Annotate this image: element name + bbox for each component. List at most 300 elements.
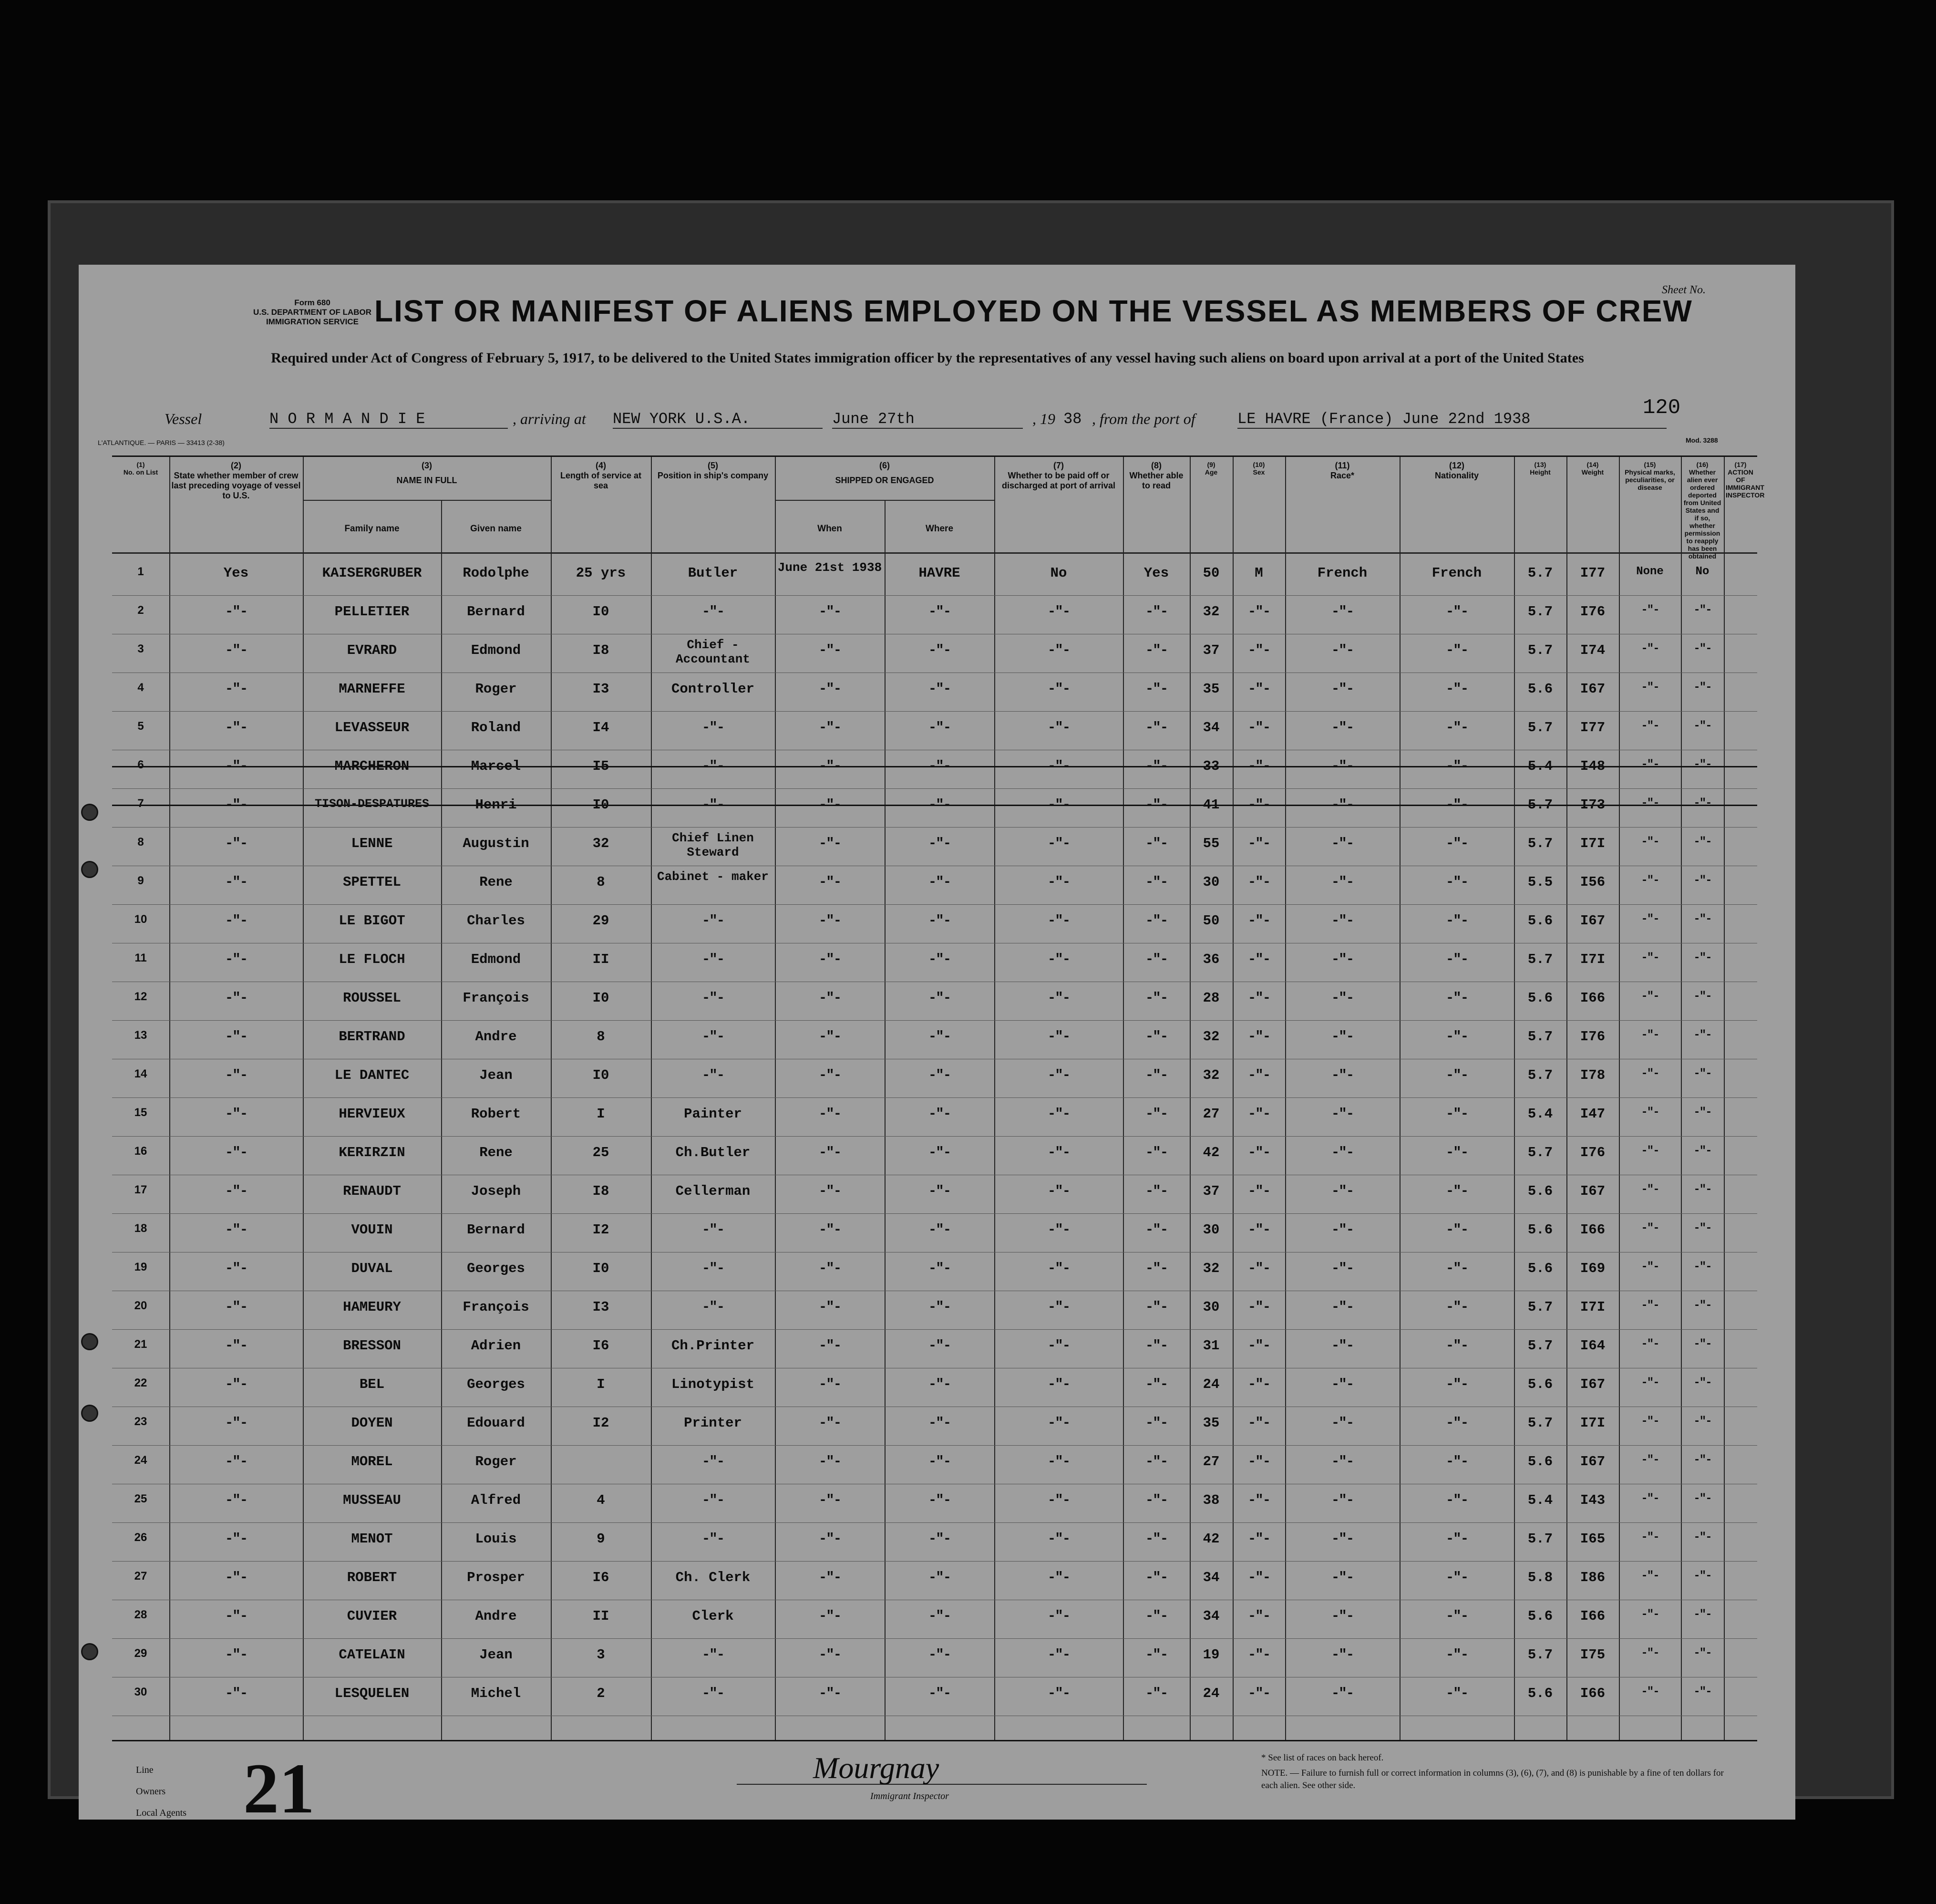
cell-position: -"-	[701, 1492, 724, 1508]
column-label: Whether able to read	[1129, 471, 1184, 490]
cell-where: -"-	[928, 1531, 951, 1547]
cell-weight: I66	[1580, 990, 1606, 1006]
cell-deported: -"-	[1693, 1376, 1711, 1389]
cell-where: -"-	[928, 1067, 951, 1083]
cell-weight: I43	[1580, 1492, 1606, 1508]
cell-when: -"-	[818, 1608, 841, 1624]
arriving-label: , arriving at	[513, 410, 586, 427]
cell-no: 24	[134, 1454, 147, 1467]
cell-height: 5.7	[1527, 1029, 1553, 1045]
cell-nationality: -"-	[1445, 1145, 1468, 1160]
cell-height: 5.4	[1527, 758, 1553, 774]
cell-nationality: -"-	[1445, 1029, 1468, 1045]
cell-race: -"-	[1331, 1183, 1354, 1199]
table-row	[112, 869, 1757, 907]
cell-prev: -"-	[225, 836, 247, 851]
cell-position: Cabinet - maker	[657, 869, 769, 884]
cell-deported: -"-	[1693, 836, 1711, 849]
subcolumn-header: Family name	[344, 524, 400, 534]
column-number: (9)	[1207, 461, 1215, 468]
cell-weight: I7I	[1580, 836, 1606, 851]
cell-race: -"-	[1331, 1492, 1354, 1508]
cell-paid: No	[1050, 565, 1067, 581]
cell-no: 16	[134, 1145, 147, 1158]
table-row	[112, 791, 1757, 830]
column-label: Nationality	[1434, 471, 1479, 480]
manifest-sheet	[79, 265, 1795, 1828]
cell-sex: -"-	[1247, 1608, 1270, 1624]
column-number: (14)	[1586, 461, 1599, 468]
cell-height: 5.6	[1527, 1686, 1553, 1701]
cell-where: -"-	[928, 913, 951, 929]
cell-given: Roger	[475, 1454, 517, 1469]
table-row	[112, 637, 1757, 675]
cell-deported: -"-	[1693, 1222, 1711, 1235]
cell-age: 38	[1203, 1492, 1220, 1508]
cell-paid: -"-	[1047, 1376, 1070, 1392]
cell-age: 32	[1203, 1261, 1220, 1276]
cell-no: 25	[134, 1492, 147, 1505]
cell-age: 28	[1203, 990, 1220, 1006]
cell-age: 27	[1203, 1106, 1220, 1122]
cell-sex: -"-	[1247, 797, 1270, 813]
cell-deported: -"-	[1693, 874, 1711, 887]
cell-deported: -"-	[1693, 681, 1711, 694]
cell-prev: -"-	[225, 1686, 247, 1701]
table-row	[112, 984, 1757, 1023]
cell-nationality: -"-	[1445, 797, 1468, 813]
cell-prev: -"-	[225, 1145, 247, 1160]
cell-service: I0	[592, 604, 609, 620]
cell-no: 10	[134, 913, 147, 926]
cell-race: -"-	[1331, 604, 1354, 620]
cell-nationality: -"-	[1445, 642, 1468, 658]
cell-given: Robert	[471, 1106, 521, 1122]
cell-service: I0	[592, 1261, 609, 1276]
cell-age: 24	[1203, 1686, 1220, 1701]
cell-sex: -"-	[1247, 836, 1270, 851]
table-row	[112, 1178, 1757, 1216]
cell-family: KERIRZIN	[339, 1145, 405, 1160]
cell-where: -"-	[928, 1222, 951, 1238]
strike-through-line	[112, 805, 1757, 806]
cell-read: -"-	[1145, 681, 1168, 697]
cell-no: 15	[134, 1106, 147, 1119]
cell-given: Jean	[479, 1647, 513, 1663]
cell-age: 37	[1203, 642, 1220, 658]
cell-when: -"-	[818, 1454, 841, 1469]
cell-race: -"-	[1331, 758, 1354, 774]
cell-no: 14	[134, 1067, 147, 1080]
cell-sex: -"-	[1247, 642, 1270, 658]
cell-when: -"-	[818, 1570, 841, 1585]
cell-no: 4	[137, 681, 144, 694]
cell-marks: -"-	[1641, 642, 1659, 655]
cell-weight: I77	[1580, 720, 1606, 735]
cell-race: -"-	[1331, 1029, 1354, 1045]
cell-race: -"-	[1331, 1647, 1354, 1663]
cell-read: -"-	[1145, 1492, 1168, 1508]
cell-race: -"-	[1331, 1415, 1354, 1431]
cell-weight: I67	[1580, 1183, 1606, 1199]
cell-paid: -"-	[1047, 1531, 1070, 1547]
cell-where: -"-	[928, 1570, 951, 1585]
cell-nationality: -"-	[1445, 1415, 1468, 1431]
cell-position: -"-	[701, 797, 724, 813]
column-header-7	[996, 461, 1121, 491]
cell-deported: -"-	[1693, 1145, 1711, 1158]
cell-race: -"-	[1331, 836, 1354, 851]
cell-read: -"-	[1145, 1647, 1168, 1663]
cell-weight: I56	[1580, 874, 1606, 890]
table-row	[112, 1448, 1757, 1487]
cell-where: -"-	[928, 681, 951, 697]
cell-position: -"-	[701, 1261, 724, 1276]
cell-given: Georges	[467, 1376, 525, 1392]
cell-height: 5.7	[1527, 604, 1553, 620]
cell-height: 5.6	[1527, 913, 1553, 929]
races-note: * See list of races on back hereof.	[1261, 1753, 1384, 1763]
cell-weight: I7I	[1580, 1299, 1606, 1315]
cell-given: François	[463, 990, 529, 1006]
arrival-date: June 27th	[832, 410, 1023, 429]
cell-race: -"-	[1331, 797, 1354, 813]
cell-height: 5.6	[1527, 1608, 1553, 1624]
column-label: Race*	[1330, 471, 1355, 480]
cell-family: LE DANTEC	[334, 1067, 410, 1083]
cell-prev: -"-	[225, 1222, 247, 1238]
cell-service: 2	[597, 1686, 605, 1701]
cell-paid: -"-	[1047, 1029, 1070, 1045]
cell-no: 13	[134, 1029, 147, 1042]
from-port: LE HAVRE (France) June 22nd 1938	[1237, 410, 1667, 429]
cell-height: 5.6	[1527, 1454, 1553, 1469]
cell-when: -"-	[818, 1492, 841, 1508]
cell-given: Prosper	[467, 1570, 525, 1585]
cell-sex: -"-	[1247, 1338, 1270, 1354]
table-row	[112, 1564, 1757, 1603]
cell-position: -"-	[701, 1029, 724, 1045]
cell-nationality: -"-	[1445, 1686, 1468, 1701]
table-row	[112, 1409, 1757, 1448]
cell-nationality: -"-	[1445, 990, 1468, 1006]
cell-position: -"-	[701, 1299, 724, 1315]
cell-when: -"-	[818, 1338, 841, 1354]
cell-marks: -"-	[1641, 1415, 1659, 1428]
cell-family: KAISERGRUBER	[322, 565, 422, 581]
cell-no: 29	[134, 1647, 147, 1660]
cell-marks: -"-	[1641, 1261, 1659, 1273]
cell-given: Andre	[475, 1029, 517, 1045]
cell-marks: None	[1636, 565, 1664, 578]
cell-sex: -"-	[1247, 1106, 1270, 1122]
cell-height: 5.6	[1527, 990, 1553, 1006]
cell-position: -"-	[701, 1067, 724, 1083]
cell-age: 37	[1203, 1183, 1220, 1199]
cell-position: -"-	[701, 913, 724, 929]
subcolumn-header: Where	[925, 524, 954, 534]
cell-nationality: -"-	[1445, 758, 1468, 774]
cell-given: Roland	[471, 720, 521, 735]
cell-no: 22	[134, 1376, 147, 1389]
cell-given: Augustin	[463, 836, 529, 851]
cell-paid: -"-	[1047, 642, 1070, 658]
table-row	[112, 714, 1757, 753]
cell-no: 20	[134, 1299, 147, 1312]
column-number: (2)	[231, 461, 241, 470]
cell-paid: -"-	[1047, 1415, 1070, 1431]
page-number: 120	[1643, 396, 1681, 420]
cell-read: -"-	[1145, 1376, 1168, 1392]
cell-when: -"-	[818, 1647, 841, 1663]
cell-marks: -"-	[1641, 1029, 1659, 1042]
table-row	[112, 1525, 1757, 1564]
cell-given: Jean	[479, 1067, 513, 1083]
cell-nationality: -"-	[1445, 1299, 1468, 1315]
cell-family: MENOT	[351, 1531, 393, 1547]
cell-when: -"-	[818, 604, 841, 620]
cell-height: 5.7	[1527, 1647, 1553, 1663]
cell-service: I4	[592, 720, 609, 735]
cell-family: LEVASSEUR	[334, 720, 410, 735]
cell-prev: -"-	[225, 1647, 247, 1663]
column-header-16	[1683, 461, 1722, 560]
cell-nationality: -"-	[1445, 1261, 1468, 1276]
cell-prev: -"-	[225, 1376, 247, 1392]
table-row	[112, 675, 1757, 714]
column-number: (6)	[879, 461, 890, 470]
cell-sex: -"-	[1247, 1531, 1270, 1547]
column-number: (10)	[1253, 461, 1265, 468]
cell-when: -"-	[818, 874, 841, 890]
cell-paid: -"-	[1047, 720, 1070, 735]
cell-paid: -"-	[1047, 1608, 1070, 1624]
cell-no: 7	[137, 797, 144, 810]
cell-deported: No	[1695, 565, 1709, 578]
cell-race: -"-	[1331, 1686, 1354, 1701]
cell-family: MOREL	[351, 1454, 393, 1469]
cell-family: VOUIN	[351, 1222, 393, 1238]
cell-paid: -"-	[1047, 1338, 1070, 1354]
cell-service: I8	[592, 1183, 609, 1199]
cell-paid: -"-	[1047, 1067, 1070, 1083]
cell-race: -"-	[1331, 1570, 1354, 1585]
cell-age: 19	[1203, 1647, 1220, 1663]
cell-weight: I48	[1580, 758, 1606, 774]
cell-prev: -"-	[225, 720, 247, 735]
cell-read: -"-	[1145, 1338, 1168, 1354]
column-header-4	[553, 461, 649, 491]
cell-sex: -"-	[1247, 1067, 1270, 1083]
vessel-name: N O R M A N D I E	[269, 410, 508, 429]
cell-race: -"-	[1331, 1261, 1354, 1276]
cell-where: -"-	[928, 1145, 951, 1160]
cell-height: 5.7	[1527, 565, 1553, 581]
subheader-rule	[303, 500, 551, 501]
cell-nationality: -"-	[1445, 681, 1468, 697]
cell-deported: -"-	[1693, 1454, 1711, 1467]
table-row	[112, 1603, 1757, 1641]
cell-read: -"-	[1145, 874, 1168, 890]
cell-when: -"-	[818, 1145, 841, 1160]
column-label: No. on List	[123, 468, 158, 476]
column-number: (17)	[1734, 461, 1747, 468]
cell-where: -"-	[928, 1647, 951, 1663]
cell-where: -"-	[928, 1608, 951, 1624]
cell-weight: I69	[1580, 1261, 1606, 1276]
table-row	[112, 1216, 1757, 1255]
cell-deported: -"-	[1693, 1067, 1711, 1080]
cell-height: 5.7	[1527, 1415, 1553, 1431]
cell-nationality: -"-	[1445, 1338, 1468, 1354]
cell-sex: -"-	[1247, 1029, 1270, 1045]
cell-weight: I66	[1580, 1222, 1606, 1238]
cell-service: 25 yrs	[576, 565, 626, 581]
cell-family: RENAUDT	[343, 1183, 401, 1199]
column-number: (5)	[708, 461, 718, 470]
cell-deported: -"-	[1693, 1106, 1711, 1119]
cell-service: I6	[592, 1570, 609, 1585]
cell-nationality: -"-	[1445, 604, 1468, 620]
table-row	[112, 1255, 1757, 1293]
column-header-3	[305, 461, 549, 486]
cell-deported: -"-	[1693, 1029, 1711, 1042]
cell-age: 30	[1203, 1222, 1220, 1238]
cell-sex: -"-	[1247, 720, 1270, 735]
cell-nationality: -"-	[1445, 1183, 1468, 1199]
cell-family: LENNE	[351, 836, 393, 851]
cell-age: 30	[1203, 1299, 1220, 1315]
cell-nationality: -"-	[1445, 1376, 1468, 1392]
cell-deported: -"-	[1693, 604, 1711, 617]
cell-given: Georges	[467, 1261, 525, 1276]
cell-marks: -"-	[1641, 1454, 1659, 1467]
cell-prev: -"-	[225, 681, 247, 697]
cell-paid: -"-	[1047, 1106, 1070, 1122]
cell-position: Painter	[684, 1106, 742, 1122]
cell-family: CUVIER	[347, 1608, 397, 1624]
cell-prev: -"-	[225, 1531, 247, 1547]
cell-height: 5.6	[1527, 1183, 1553, 1199]
cell-position: Butler	[688, 565, 738, 581]
cell-height: 5.8	[1527, 1570, 1553, 1585]
cell-read: -"-	[1145, 1222, 1168, 1238]
cell-prev: -"-	[225, 1029, 247, 1045]
cell-when: -"-	[818, 797, 841, 813]
column-header-8	[1125, 461, 1188, 491]
column-number: (13)	[1534, 461, 1546, 468]
cell-paid: -"-	[1047, 836, 1070, 851]
cell-when: -"-	[818, 1029, 841, 1045]
cell-prev: Yes	[223, 565, 249, 581]
cell-marks: -"-	[1641, 720, 1659, 733]
cell-race: -"-	[1331, 1338, 1354, 1354]
cell-age: 34	[1203, 1608, 1220, 1624]
column-label: Weight	[1581, 468, 1604, 476]
cell-read: -"-	[1145, 1686, 1168, 1701]
stamp-number: 21	[243, 1749, 315, 1828]
cell-position: -"-	[701, 990, 724, 1006]
cell-position: -"-	[701, 1647, 724, 1663]
cell-weight: I7I	[1580, 1415, 1606, 1431]
cell-no: 30	[134, 1686, 147, 1698]
cell-family: DOYEN	[351, 1415, 393, 1431]
form-number: Form 680	[294, 298, 330, 307]
cell-sex: -"-	[1247, 1415, 1270, 1431]
cell-given: Bernard	[467, 1222, 525, 1238]
cell-deported: -"-	[1693, 1608, 1711, 1621]
cell-service: I0	[592, 990, 609, 1006]
cell-read: -"-	[1145, 1454, 1168, 1469]
cell-paid: -"-	[1047, 1454, 1070, 1469]
cell-service: 32	[592, 836, 609, 851]
cell-no: 23	[134, 1415, 147, 1428]
cell-no: 6	[137, 758, 144, 771]
cell-paid: -"-	[1047, 1570, 1070, 1585]
cell-family: LE FLOCH	[339, 952, 405, 967]
cell-height: 5.7	[1527, 1338, 1553, 1354]
year-suffix: 38	[1063, 410, 1082, 428]
cell-given: Michel	[471, 1686, 521, 1701]
cell-service: 9	[597, 1531, 605, 1547]
cell-nationality: -"-	[1445, 1531, 1468, 1547]
cell-service: II	[592, 952, 609, 967]
cell-deported: -"-	[1693, 1415, 1711, 1428]
cell-marks: -"-	[1641, 1222, 1659, 1235]
cell-prev: -"-	[225, 913, 247, 929]
cell-when: -"-	[818, 1415, 841, 1431]
cell-no: 11	[134, 952, 147, 964]
cell-no: 2	[137, 604, 144, 617]
table-row	[112, 1062, 1757, 1100]
cell-deported: -"-	[1693, 797, 1711, 810]
cell-age: 50	[1203, 565, 1220, 581]
cell-given: Rene	[479, 874, 513, 890]
cell-deported: -"-	[1693, 1570, 1711, 1583]
cell-height: 5.7	[1527, 1067, 1553, 1083]
cell-paid: -"-	[1047, 952, 1070, 967]
cell-when: -"-	[818, 720, 841, 735]
cell-marks: -"-	[1641, 1647, 1659, 1660]
cell-given: François	[463, 1299, 529, 1315]
cell-age: 34	[1203, 1570, 1220, 1585]
cell-service: I3	[592, 1299, 609, 1315]
cell-where: -"-	[928, 836, 951, 851]
cell-sex: -"-	[1247, 758, 1270, 774]
cell-height: 5.6	[1527, 1261, 1553, 1276]
cell-marks: -"-	[1641, 990, 1659, 1003]
cell-position: Ch. Clerk	[675, 1570, 751, 1585]
cell-read: -"-	[1145, 1415, 1168, 1431]
cell-race: -"-	[1331, 952, 1354, 967]
cell-weight: I77	[1580, 565, 1606, 581]
cell-prev: -"-	[225, 1299, 247, 1315]
cell-family: BERTRAND	[339, 1029, 405, 1045]
cell-position: -"-	[701, 952, 724, 967]
column-number: (1)	[136, 461, 145, 468]
cell-family: PELLETIER	[334, 604, 410, 620]
table-row	[112, 1371, 1757, 1409]
cell-nationality: -"-	[1445, 1608, 1468, 1624]
cell-race: -"-	[1331, 913, 1354, 929]
cell-family: CATELAIN	[339, 1647, 405, 1663]
table-row	[112, 1487, 1757, 1525]
cell-race: -"-	[1331, 681, 1354, 697]
cell-deported: -"-	[1693, 642, 1711, 655]
penalty-note: NOTE. — Failure to furnish full or correct information in columns (3), (6), (7), and (8) is punishable by a fine of ten dollars for each alien. See other side.	[1261, 1768, 1724, 1790]
cell-where: -"-	[928, 1106, 951, 1122]
cell-paid: -"-	[1047, 604, 1070, 620]
